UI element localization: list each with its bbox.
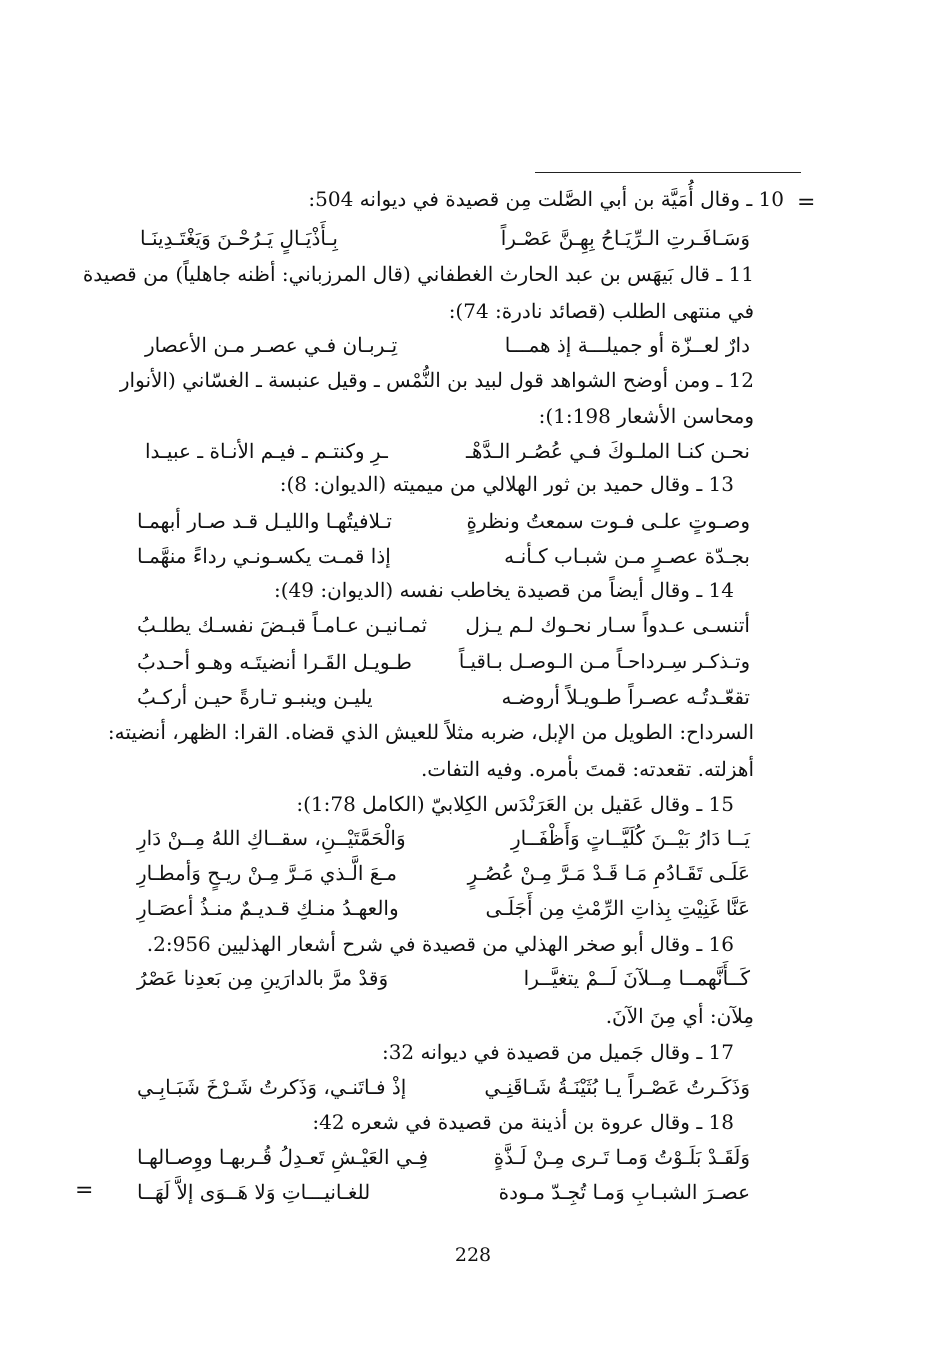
verse-line [137, 541, 750, 571]
verse-first-hemistich: أتنسـى عـدواً سـار نحـوك لـم يـزل [465, 613, 750, 637]
verse-line [137, 506, 750, 536]
verse-first-hemistich: تقعّـدتُـه عصـراً طـويـلاً أروضـه [501, 685, 750, 709]
verse-second-hemistich: للغـانيـــاتِ وَلا هَــوَى إلاَّ لَهَــا [137, 1180, 371, 1204]
verse-first-hemistich: وتـذكـر سِـرداحـاً مـن الـوصـل بـاقيـاً [458, 650, 750, 673]
verse-first-hemistich: عَلَـى تَقَـادُمِ مَـا قَـدْ مَـرَّ مِـنْ عُصُـرٍ [467, 861, 750, 885]
verse-second-hemistich: يليـن وينبـو تـارةً حيـن أركـبُ [137, 685, 373, 709]
continuation-mark-bottom: = [75, 1178, 94, 1203]
verse-second-hemistich: والعهـدُ منـكِ قـديـمٌ منـذُ أعصَـارِ [137, 896, 399, 920]
continuation-mark-top: = [797, 190, 816, 215]
prose-line: أهزلته. تقعدته: قمتَ بأمره. وفيه التفات. [420, 757, 754, 781]
prose-line: 17 ـ وقال جَميل من قصيدة في ديوانه 32: [381, 1040, 734, 1064]
verse-second-hemistich: إذا قمـت يكسـونـي رداءً منهَّمـا [137, 544, 391, 568]
verse-line [137, 1177, 750, 1207]
verse-second-hemistich: وَالْحَمَّتَيْــنِ، سقــاكِ اللهُ مِــنْ دَارِ [137, 826, 406, 850]
verse-second-hemistich: مـعَ الَّـذي مَـرَّ مِـنْ ريـحٍ وَأمطـارِ [137, 861, 398, 885]
verse-second-hemistich: تِـربـان فـي عصـر مـن الأعصار [145, 333, 398, 357]
verse-second-hemistich: طـويـل القَـرا أنضيتَـه وهـو أحـدبُ [137, 650, 412, 674]
verse-line [137, 1142, 750, 1172]
verse-first-hemistich: وَذَكَـرتُ عَصْـراً يـا بُثَيْنَـةُ شَـاقَنِـي [484, 1075, 750, 1099]
verse-second-hemistich: ثمـانيـن عـامـاً قبـضَ نفسـك يطلـبُ [137, 613, 428, 637]
prose-line: 16 ـ وقال أبو صخر الهذلي من قصيدة في شرح أشعار الهذليين 2:956. [146, 932, 734, 956]
verse-line [137, 647, 750, 677]
verse-line [137, 823, 750, 853]
prose-line: السرداح: الطويل من الإبل، ضربه مثلاً للعيش الذي قضاه. القرا: الظهر، أنضيته: [107, 720, 754, 744]
verse-first-hemistich: وصـوتٍ علـى فـوت سمعتُ ونظرةٍ [466, 509, 750, 533]
prose-line: 13 ـ وقال حميد بن ثور الهلالي من ميميته (الديوان: 8): [279, 472, 734, 496]
verse-line [137, 610, 750, 640]
verse-first-hemistich: يَــا دَارُ بَيْــنَ كُلَيَّــاتٍ وَأَظْفَــارِ [510, 826, 750, 850]
verse-second-hemistich: وَقدْ مرَّ بالدارَينِ مِن بَعدِنا عَصْرُ [137, 966, 389, 990]
verse-second-hemistich: ـرِ وكنتـم ـ فيـم الأنـاة ـ عبيـدا [145, 439, 388, 463]
verse-first-hemistich: كَــأَنَّهمــا مِــلآنَ لَــمْ يتغيَّــرا [523, 966, 750, 990]
verse-first-hemistich: دارٌ لعــزّة أو جميلـــة إذ همـــا [504, 333, 750, 357]
prose-line: ومحاسن الأشعار 1:198): [538, 404, 754, 428]
verse-first-hemistich: بجـدّة عصـرٍ مـن شبـاب كـأنـه [504, 544, 750, 568]
verse-second-hemistich: تـلافيتُهـا والليـل قـد صـار أبهمـا [137, 509, 392, 533]
prose-line: 15 ـ وقال عَقيل بن العَرَنْدَس الكِلابيّ (الكامل 1:78): [296, 792, 734, 816]
prose-line: 11 ـ قال بَيهَس بن عبد الحارث الغطفاني (قال المرزباني: أظنه جاهلياً) من قصيدة [82, 262, 754, 286]
page-number: 228 [454, 1244, 492, 1266]
verse-line [145, 330, 750, 360]
verse-second-hemistich: بِـأَذْيَـالٍ يَـرُحْـنَ وَيَغْتَـدِينَـا [140, 226, 338, 250]
prose-line: مِلآن: أي مِنَ الآنَ. [605, 1004, 754, 1028]
footnote-separator-rule [535, 172, 801, 173]
prose-line: 18 ـ وقال عروة بن أذينة من قصيدة في شعره 42: [312, 1110, 734, 1134]
verse-first-hemistich: نحـن كنـا الملـوكَ فـي عُصُـر الـدَّهْـ [465, 439, 750, 463]
prose-line: 14 ـ وقال أيضاً من قصيدة يخاطب نفسه (الديوان: 49): [274, 578, 734, 602]
verse-first-hemistich: عَنَّا غَنِيْتِ بِذاتِ الرِّمْثِ مِن أَجَلَـى [485, 896, 750, 920]
verse-second-hemistich: فِـي العَيْـشِ تَعـدِلُ قُـربهـا ووِصـالهـا [137, 1145, 429, 1169]
prose-line: في منتهى الطلب (قصائد نادرة: 74): [448, 299, 754, 323]
verse-first-hemistich: وَلَقَـدْ بَلَـوْتُ وَمـا تَـرى مِـنْ لَـذَّةٍ [493, 1145, 750, 1169]
verse-line [140, 223, 750, 253]
verse-first-hemistich: وَسَـافَـرتِ الـرِّيَـاحُ بِهِـنَّ عَصْـراً [500, 226, 750, 250]
verse-line [145, 436, 750, 466]
verse-second-hemistich: إذْ فـاتَنـي، وَذَكرتُ شَـرْخَ شَبَـابِـي [137, 1075, 407, 1099]
verse-line [137, 893, 750, 923]
prose-line: 12 ـ ومن أوضح الشواهد قول لبيد بن النُّمْس ـ وقيل عنبسة ـ الغسّاني (الأنوار [119, 368, 754, 392]
verse-line [137, 1072, 750, 1102]
verse-line [137, 858, 750, 888]
prose-line: 10 ـ وقال أُمَيَّة بن أبي الصَّلت مِن قصيدة في ديوانه 504: [308, 187, 784, 211]
verse-line [137, 963, 750, 993]
verse-line [137, 682, 750, 712]
verse-first-hemistich: عصـرَ الشبـابِ وَمـا تُجِـدّ مـودة [498, 1180, 750, 1204]
